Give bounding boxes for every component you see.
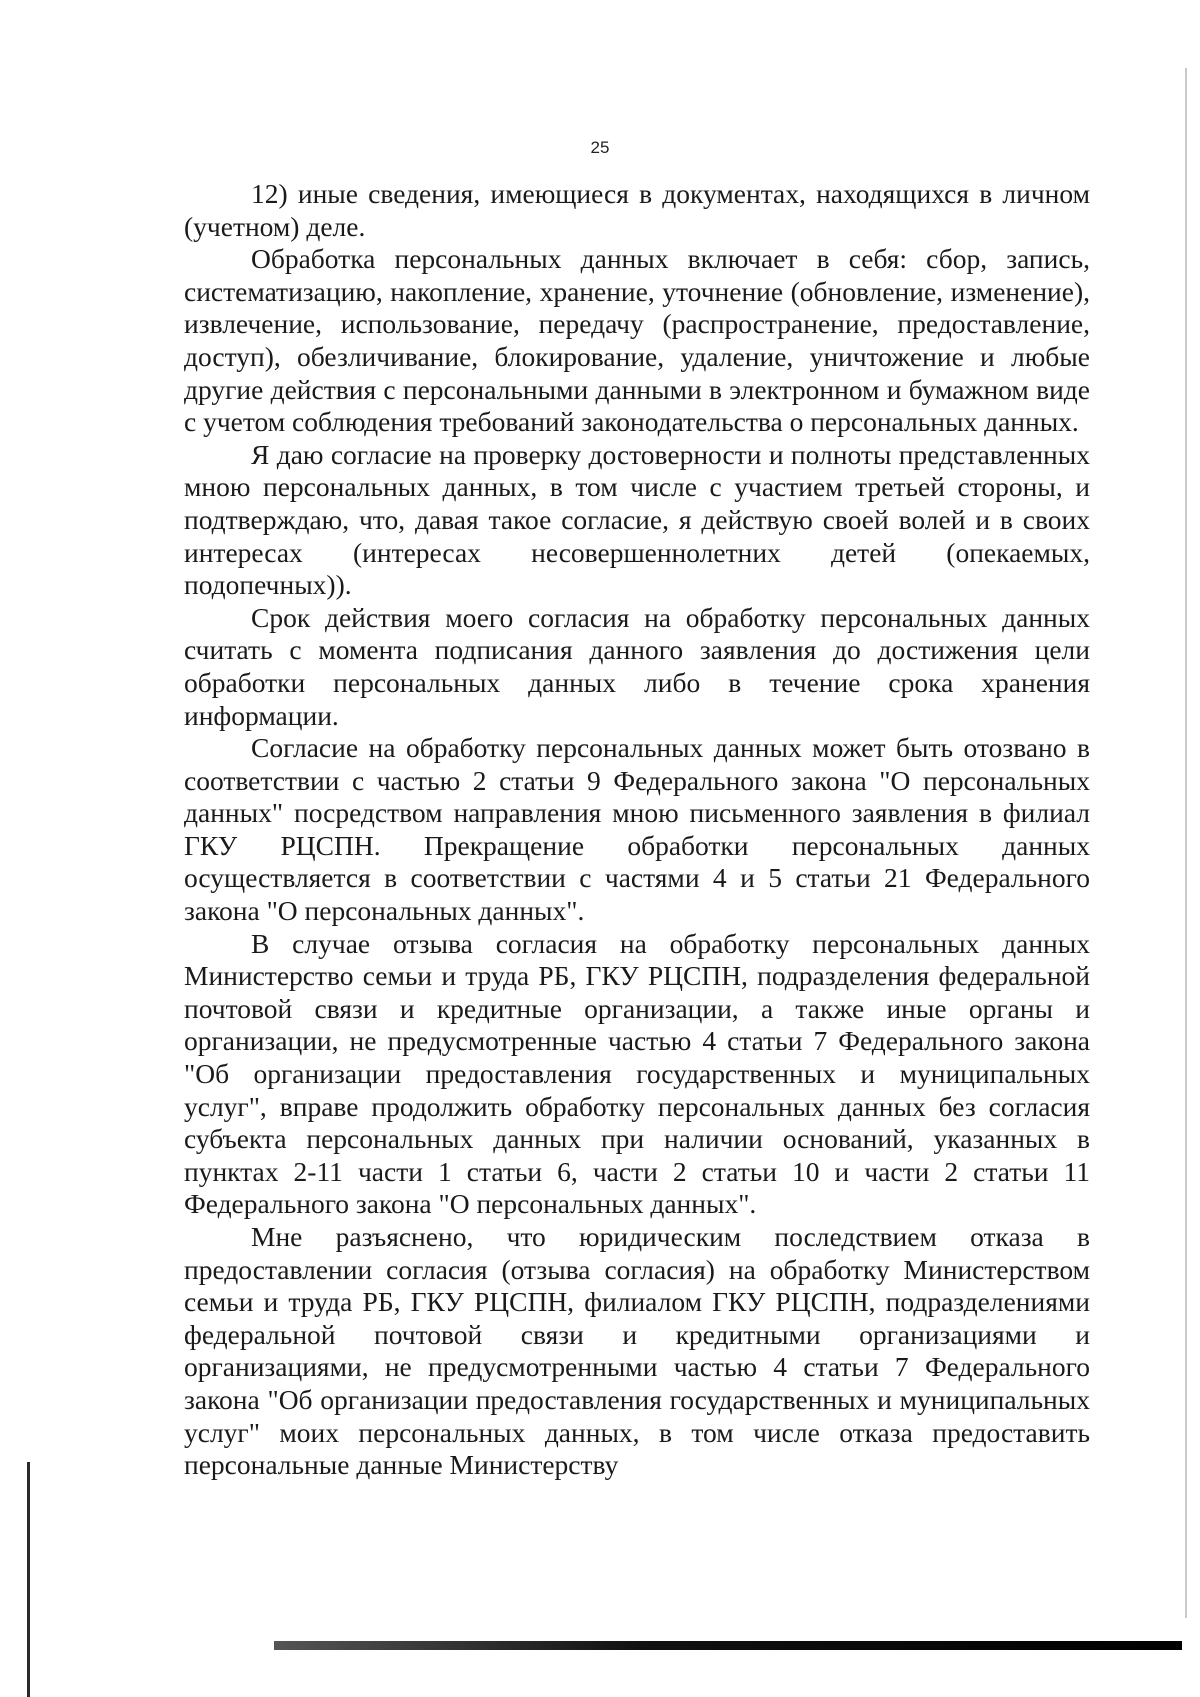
paragraph-processing-scope: Обработка персональных данных включает в себя: сбор, запись, систематизацию, накопление, хранение, уточнение (обновление, изменение), извлечение, использование, передачу (распространение, предоставление, доступ), обезличивание, блокирование, удаление, уничтожение и любые другие действия с персональными данными в электронном и бумажном виде с учетом соблюдения требований законодательства о персональных данных. (184, 243, 1090, 438)
scan-right-edge (1185, 68, 1187, 1618)
scan-bottom-bar (274, 1641, 1182, 1650)
paragraph-other-info: 12) иные сведения, имеющиеся в документах, находящихся в личном (учетном) деле. (184, 178, 1090, 242)
page-number: 25 (590, 138, 610, 157)
scan-left-mark (27, 1462, 30, 1697)
paragraph-consent-verification: Я даю согласие на проверку достоверности и полноты представленных мною персональных данных, в том числе с участием третьей стороны, и подтверждаю, что, давая такое согласие, я действую своей волей и в своих интересах (интересах несовершеннолетних детей (опекаемых, подопечных)). (184, 438, 1090, 601)
paragraph-consent-term: Срок действия моего согласия на обработку персональных данных считать с момента подписания данного заявления до достижения цели обработки персональных данных либо в течение срока хранения информации. (184, 601, 1090, 731)
paragraph-refusal-explanation: Мне разъяснено, что юридическим последствием отказа в предоставлении согласия (отзыва согласия) на обработку Министерством семьи и труда РБ, ГКУ РЦСПН, филиалом ГКУ РЦСПН, подразделениями федеральной почтовой связи и кредитными организациями и организациями, не предусмотренными частью 4 статьи 7 Федерального закона "Об организации предоставления государственных и муниципальных услуг" моих персональных данных, в том числе отказа предоставить персональные данные Министерству (184, 1221, 1090, 1481)
document-body (184, 178, 1090, 1482)
paragraph-revocation-consequences: В случае отзыва согласия на обработку персональных данных Министерство семьи и труда РБ, ГКУ РЦСПН, подразделения федеральной почтовой связи и кредитные организации, а также иные органы и организации, не предусмотренные частью 4 статьи 7 Федерального закона "Об организации предоставления государственных и муниципальных услуг", вправе продолжить обработку персональных данных без согласия субъекта персональных данных при наличии оснований, указанных в пунктах 2-11 части 1 статьи 6, части 2 статьи 10 и части 2 статьи 11 Федерального закона "О персональных данных". (184, 927, 1090, 1220)
paragraph-consent-revocation: Согласие на обработку персональных данных может быть отозвано в соответствии с частью 2 статьи 9 Федерального закона "О персональных данных" посредством направления мною письменного заявления в филиал ГКУ РЦСПН. Прекращение обработки персональных данных осуществляется в соответствии с частями 4 и 5 статьи 21 Федерального закона "О персональных данных". (184, 732, 1090, 927)
